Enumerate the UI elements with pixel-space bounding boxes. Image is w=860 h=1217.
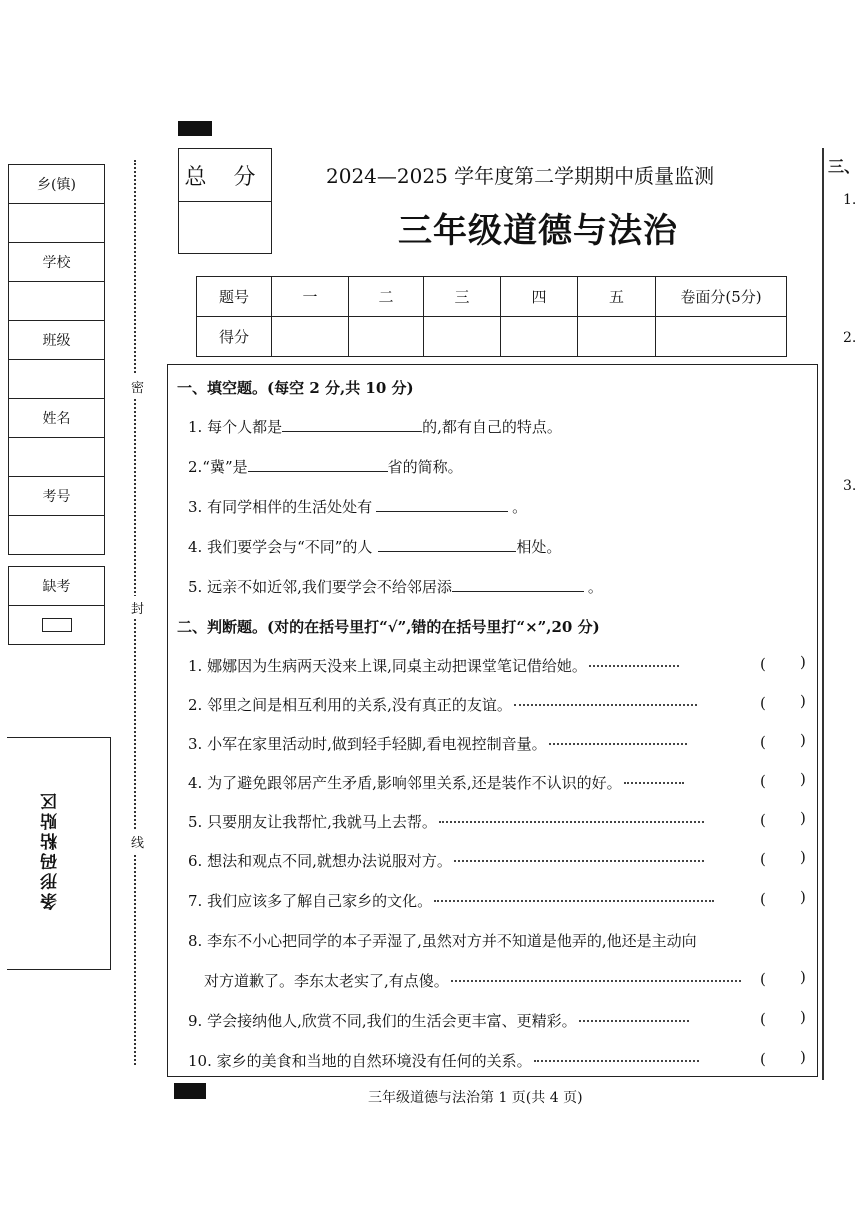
answer-paren-open[interactable]: ( (760, 890, 766, 908)
answer-blank[interactable] (248, 457, 388, 472)
dot-leader (589, 665, 679, 667)
field-label-class: 班级 (9, 321, 104, 360)
score-header-cell: 题号 (197, 277, 272, 317)
dot-leader (434, 900, 714, 902)
field-input-name[interactable] (9, 438, 104, 477)
judgement-item (188, 930, 697, 951)
fill-blank-item (188, 576, 603, 597)
judgement-item (188, 850, 706, 871)
item-text: 9. 学会接纳他人,欣赏不同,我们的生活会更丰富、更精彩。 (188, 1012, 577, 1030)
registration-mark-top (178, 121, 212, 136)
answer-paren-open[interactable]: ( (760, 1050, 766, 1068)
field-label-town: 乡(镇) (9, 165, 104, 204)
dot-leader (439, 821, 704, 823)
judgement-item-continued (204, 970, 743, 991)
item-text: 3. 有同学相伴的生活处处有 (188, 498, 373, 516)
answer-paren-close: ) (800, 968, 806, 986)
item-text: 5. 远亲不如近邻,我们要学会不给邻居添 (188, 578, 452, 596)
dot-leader (534, 1060, 699, 1062)
judgement-item (188, 890, 716, 911)
item-text: 3. 小军在家里活动时,做到轻手轻脚,看电视控制音量。 (188, 735, 547, 753)
score-cell[interactable] (656, 317, 787, 357)
item-text: 省的简称。 (387, 458, 463, 476)
score-header-cell: 卷面分(5分) (656, 277, 787, 317)
score-header-cell: 一 (272, 277, 349, 317)
dot-leader (549, 743, 687, 745)
absent-label: 缺考 (9, 567, 104, 606)
answer-paren-open[interactable]: ( (760, 694, 766, 712)
score-header-cell: 三 (424, 277, 501, 317)
field-label-name: 姓名 (9, 399, 104, 438)
answer-blank[interactable] (376, 497, 508, 512)
dot-leader (514, 704, 697, 706)
item-text: 2.“冀”是 (188, 458, 248, 476)
field-label-exam-number: 考号 (9, 477, 104, 516)
total-score-box (178, 148, 272, 254)
answer-blank[interactable] (282, 417, 422, 432)
score-cell[interactable] (272, 317, 349, 357)
answer-paren-open[interactable]: ( (760, 811, 766, 829)
fill-blank-item (188, 496, 527, 517)
field-input-class[interactable] (9, 360, 104, 399)
item-text: 1. 每个人都是 (188, 418, 283, 436)
exam-title: 三年级道德与法治 (398, 211, 678, 251)
item-text: 5. 只要朋友让我帮忙,我就马上去帮。 (188, 813, 437, 831)
field-input-town[interactable] (9, 204, 104, 243)
score-cell[interactable] (349, 317, 424, 357)
dot-leader (624, 782, 684, 784)
dot-leader (451, 980, 741, 982)
answer-paren-open[interactable]: ( (760, 772, 766, 790)
item-text: 的,都有自己的特点。 (422, 418, 562, 436)
score-table-header-row (197, 277, 787, 317)
absent-checkbox-cell (9, 606, 104, 644)
fill-blank-item (188, 536, 561, 557)
judgement-item (188, 1010, 691, 1031)
total-score-label: 总 分 (179, 149, 271, 202)
answer-paren-close: ) (800, 848, 806, 866)
score-cell[interactable] (578, 317, 656, 357)
answer-paren-open[interactable]: ( (760, 850, 766, 868)
answer-paren-close: ) (800, 888, 806, 906)
answer-paren-close: ) (800, 653, 806, 671)
right-page-number: 2. (843, 330, 857, 346)
right-page-number: 3. (843, 478, 857, 494)
seal-char-xian: 线 (131, 830, 144, 853)
answer-paren-close: ) (800, 1008, 806, 1026)
item-text: 8. 李东不小心把同学的本子弄湿了,虽然对方并不知道是他弄的,他还是主动向 (188, 932, 697, 950)
score-header-cell: 五 (578, 277, 656, 317)
answer-paren-close: ) (800, 731, 806, 749)
item-text: 7. 我们应该多了解自己家乡的文化。 (188, 892, 433, 910)
right-page-number: 1. (843, 192, 857, 208)
section2-title: 二、判断题。(对的在括号里打“√”,错的在括号里打“×”,20 分) (177, 618, 600, 636)
item-text: 。 (587, 578, 603, 596)
answer-paren-close: ) (800, 1048, 806, 1066)
absent-checkbox[interactable] (42, 618, 72, 632)
answer-paren-open[interactable]: ( (760, 655, 766, 673)
answer-paren-open[interactable]: ( (760, 1010, 766, 1028)
seal-char-feng: 封 (131, 596, 144, 619)
field-input-exam-number[interactable] (9, 516, 104, 554)
student-info-box (8, 164, 105, 555)
answer-paren-close: ) (800, 809, 806, 827)
score-header-cell: 四 (501, 277, 578, 317)
fill-blank-item (188, 456, 463, 477)
score-header-cell: 二 (349, 277, 424, 317)
answer-paren-close: ) (800, 770, 806, 788)
right-page-border (822, 148, 824, 1080)
absent-box (8, 566, 105, 645)
exam-subtitle: 2024—2025 学年度第二学期期中质量监测 (326, 164, 715, 188)
field-label-school: 学校 (9, 243, 104, 282)
item-text: 2. 邻里之间是相互利用的关系,没有真正的友谊。 (188, 696, 512, 714)
page-footer: 三年级道德与法治第 1 页(共 4 页) (368, 1090, 583, 1106)
item-text: 4. 为了避免跟邻居产生矛盾,影响邻里关系,还是装作不认识的好。 (188, 774, 622, 792)
dot-leader (579, 1020, 689, 1022)
judgement-item (188, 655, 681, 676)
judgement-item (188, 772, 686, 793)
registration-mark-bottom (174, 1083, 206, 1099)
item-text: 4. 我们要学会与“不同”的人 (188, 538, 373, 556)
fill-blank-item (188, 416, 562, 437)
section1-title: 一、填空题。(每空 2 分,共 10 分) (177, 379, 414, 397)
score-table-score-row (197, 317, 787, 357)
item-text: 1. 娜娜因为生病两天没来上课,同桌主动把课堂笔记借给她。 (188, 657, 587, 675)
item-text: 10. 家乡的美食和当地的自然环境没有任何的关系。 (188, 1052, 532, 1070)
right-page-section-mark: 三、 (828, 157, 860, 176)
judgement-item (188, 733, 689, 754)
answer-paren-open[interactable]: ( (760, 970, 766, 988)
seal-char-mi: 密 (131, 375, 144, 398)
judgement-item (188, 1050, 701, 1071)
item-text: 相处。 (516, 538, 562, 556)
answer-paren-close: ) (800, 692, 806, 710)
item-text: 。 (512, 498, 528, 516)
score-cell[interactable] (501, 317, 578, 357)
item-text: 6. 想法和观点不同,就想办法说服对方。 (188, 852, 452, 870)
answer-paren-open[interactable]: ( (760, 733, 766, 751)
score-cell[interactable] (424, 317, 501, 357)
score-row-label: 得分 (197, 317, 272, 357)
judgement-item (188, 811, 706, 832)
field-input-school[interactable] (9, 282, 104, 321)
barcode-label: 条形码粘贴区 (41, 790, 61, 910)
judgement-item (188, 694, 699, 715)
item-text: 对方道歉了。李东太老实了,有点傻。 (204, 972, 449, 990)
score-table (196, 276, 787, 357)
answer-blank[interactable] (452, 577, 584, 592)
dot-leader (454, 860, 704, 862)
answer-blank[interactable] (378, 537, 516, 552)
